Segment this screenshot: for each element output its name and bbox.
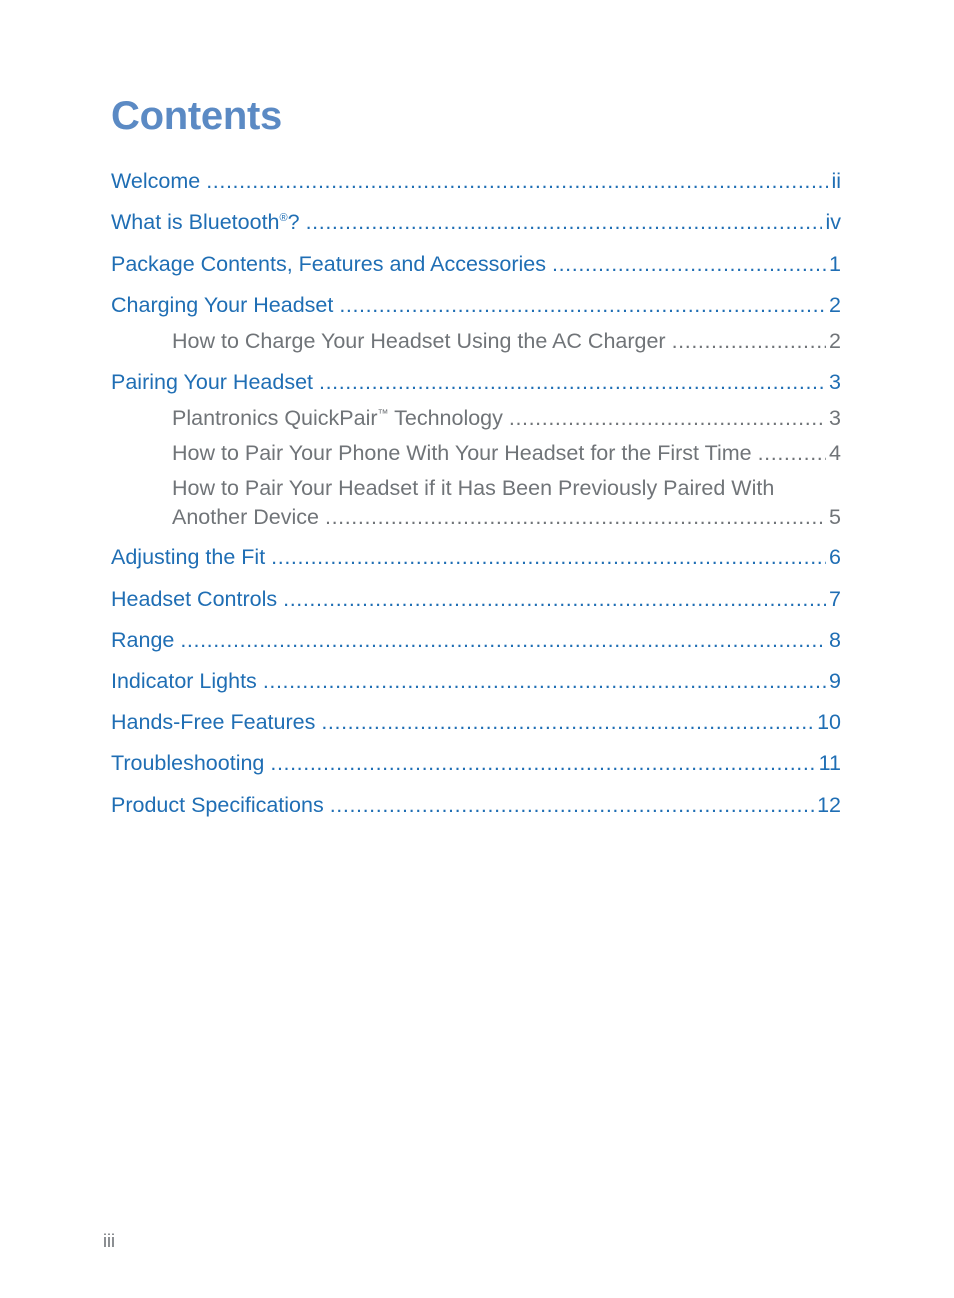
toc-entry-page: 11 [818,751,841,775]
toc-entry-page: iv [825,210,841,234]
toc-subentry-previously-paired-line1[interactable]: How to Pair Your Headset if it Has Been Previously Paired With [172,476,775,500]
toc-entry-page: 3 [829,370,841,394]
toc-subentry-pair-first-time[interactable] [172,440,841,466]
dot-leader [325,504,826,530]
toc-entry-label: Adjusting the Fit [111,545,266,569]
toc-entry-page: ii [831,169,841,193]
toc-entry-label: Hands-Free Features [111,710,316,734]
dot-leader [330,792,814,818]
toc-entry-label-text: What is Bluetooth [111,210,280,234]
dot-leader [321,709,814,735]
toc-entry-label: How to Charge Your Headset Using the AC Charger [172,329,666,353]
toc-entry-label: Indicator Lights [111,669,257,693]
dot-leader [672,328,826,354]
toc-entry-page: 10 [817,710,841,734]
toc-entry-label: Troubleshooting [111,751,265,775]
toc-entry-label-suffix: ? [287,210,300,234]
toc-entry-range[interactable] [111,627,841,653]
dot-leader [552,251,826,277]
dot-leader [306,209,823,235]
toc-entry-page: 1 [829,252,841,276]
toc-entry-indicator-lights[interactable] [111,668,841,694]
toc-entry-label: Headset Controls [111,587,278,611]
toc-entry-troubleshooting[interactable] [111,750,841,776]
toc-subentry-quickpair[interactable] [172,405,841,431]
toc-entry-label: Welcome [111,169,201,193]
toc-entry-page: 7 [829,587,841,611]
toc-entry-page: 4 [829,441,841,465]
toc-entry-label: Pairing Your Headset [111,370,314,394]
toc-entry-page: 3 [829,406,841,430]
toc-entry-label: Charging Your Headset [111,293,334,317]
dot-leader [283,586,826,612]
toc-entry-label: Another Device [172,505,319,529]
trademark-mark: ™ [377,407,389,420]
toc-entry-label [111,209,306,235]
toc-entry-label-text: Plantronics QuickPair [172,406,378,430]
toc-entry-page: 2 [829,293,841,317]
toc-entry-label [172,405,509,431]
toc-entry-adjusting-the-fit[interactable] [111,544,841,570]
toc-entry-welcome[interactable] [111,168,841,194]
toc-entry-page: 6 [829,545,841,569]
toc-entry-product-specifications[interactable] [111,792,841,818]
dot-leader [339,292,826,318]
toc-entry-headset-controls[interactable] [111,586,841,612]
dot-leader [206,168,828,194]
toc-entry-page: 9 [829,669,841,693]
toc-entry-page: 8 [829,628,841,652]
toc-entry-package-contents[interactable] [111,251,841,277]
toc-entry-page: 2 [829,329,841,353]
toc-entry-charging-your-headset[interactable] [111,292,841,318]
dot-leader [263,668,826,694]
toc-entry-page: 12 [817,793,841,817]
toc-entry-label-suffix: Technology [388,406,503,430]
page-title: Contents [111,94,282,138]
toc-entry-label: How to Pair Your Phone With Your Headset for the First Time [172,441,752,465]
toc-entry-label: Package Contents, Features and Accessories [111,252,547,276]
dot-leader [758,440,826,466]
dot-leader [271,544,826,570]
toc-subentry-previously-paired[interactable] [172,504,841,530]
toc-entry-label: Product Specifications [111,793,324,817]
footer-page-number: iii [103,1231,115,1251]
toc-entry-what-is-bluetooth[interactable] [111,209,841,235]
toc-subentry-ac-charger[interactable] [172,328,841,354]
toc-entry-label: Range [111,628,175,652]
registered-mark: ® [279,211,288,224]
toc-entry-hands-free-features[interactable] [111,709,841,735]
dot-leader [180,627,826,653]
dot-leader [509,405,826,431]
dot-leader [270,750,815,776]
toc-entry-pairing-your-headset[interactable] [111,369,841,395]
dot-leader [319,369,826,395]
toc-entry-page: 5 [829,505,841,529]
